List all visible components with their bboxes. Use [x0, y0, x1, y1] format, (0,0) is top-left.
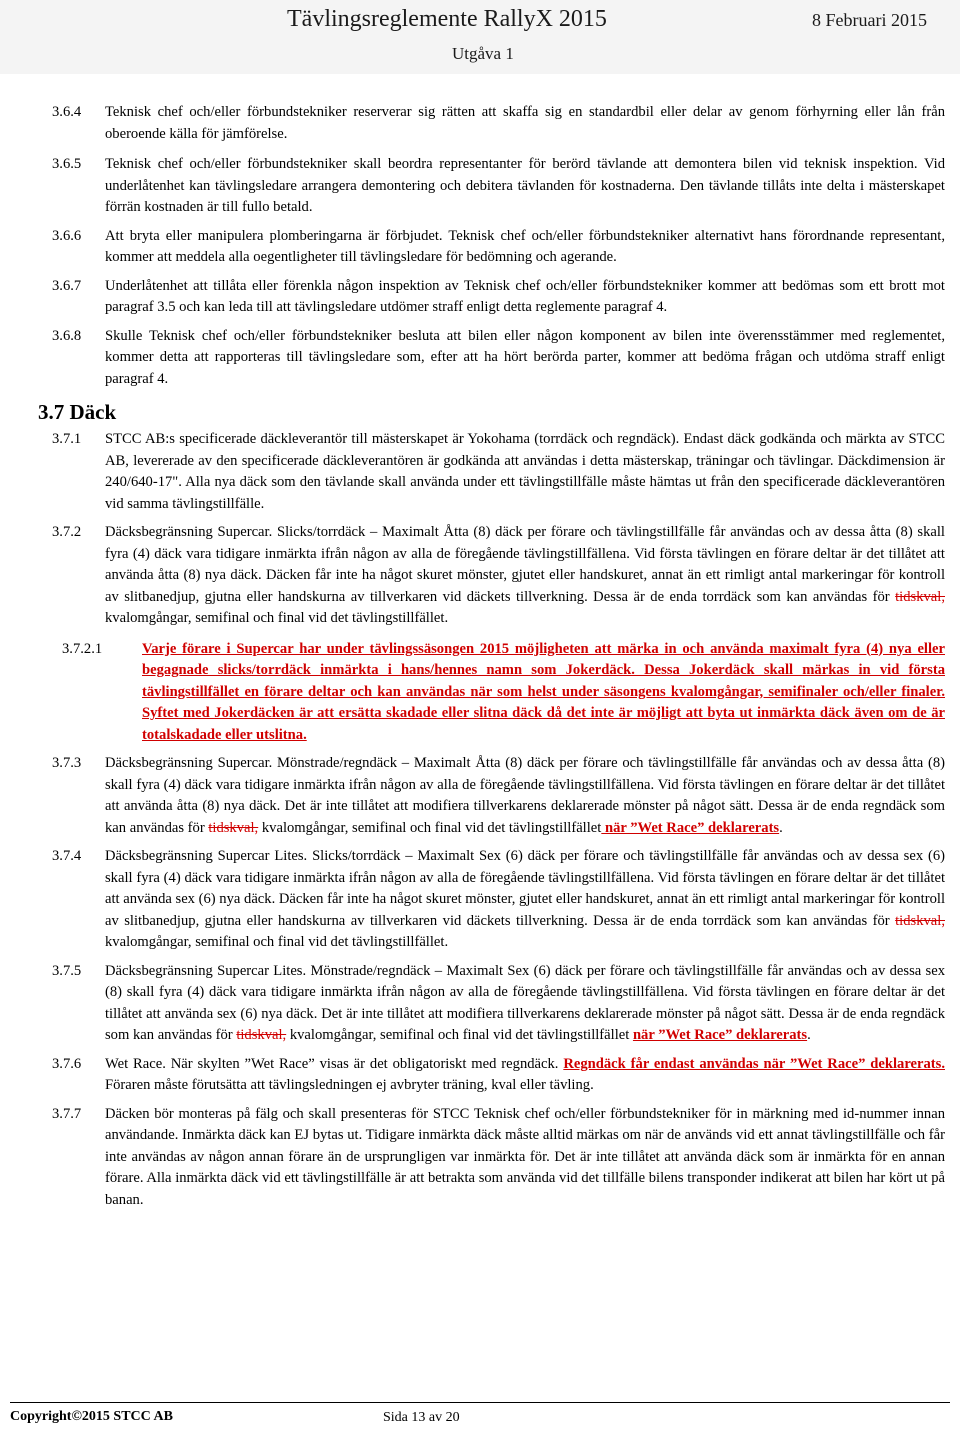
paragraph-3-6-5	[0, 154, 960, 219]
paragraph-text	[105, 961, 945, 1047]
revision-text: Regndäck får endast användas när ”Wet Race” deklarerats.	[563, 1055, 945, 1072]
text-run: Däcksbegränsning Supercar Lites. Mönstrade/regndäck – Maximalt Sex (6) däck per förare och tävlingstillfälle får användas och av dessa sex (8) skall fyra (4) däck vara tidigare inmärkta ifrån någon av alla de föregående tävlingstillfällena. Vid första tävlingen en förare deltar är det tillåtet att använda sex (6) nya däck. Det är inte tillåtet att modifiera tillverkarens deklarerade mönster på något sätt. Dessa är de enda regndäck som kan användas för	[105, 962, 945, 1043]
paragraph-text	[105, 522, 945, 630]
paragraph-number: 3.7.7	[52, 1105, 82, 1122]
revision-text: Varje förare i Supercar har under tävlingssäsongen 2015 möjligheten att märka in och använda maximalt fyra (4) nya eller begagnade slicks/torrdäck inmärkta i hans/hennes namn som Jokerdäck. Dessa Jokerdäck skall märkas in vid första tävlingstillfället en förare deltar och kan användas när som helst under säsongens kvalomgångar, semifinaler och/eller finaler. Syftet med Jokerdäcken är att ersätta skadade eller slitna däck då det inte är möjligt att byta ut inmärkta däck även om de är totalskadade eller utslitna.	[142, 640, 945, 743]
paragraph-3-7-2	[0, 522, 960, 630]
paragraph-text: Teknisk chef och/eller förbundstekniker reserverar sig rätten att skaffa sig en standardbil eller delar av genom förhyrning eller lån från oberoende källa för jämförelse.	[105, 104, 945, 142]
text-run: Däcksbegränsning Supercar. Mönstrade/regndäck – Maximalt Åtta (8) däck per förare och tävlingstillfälle får användas och av dessa åtta (8) skall fyra (4) däck vara tidigare inmärkta ifrån någon av alla de föregående tävlingstillfällena. Vid första tävlingen en förare deltar är det tillåtet att använda åtta (8) nya däck. Det är inte tillåtet att modifiera tillverkarens deklarerade mönster på något sätt. Dessa är de enda regndäck som kan användas för	[105, 755, 945, 836]
text-run: kvalomgångar, semifinal och final vid det tävlingstillfället.	[105, 934, 449, 950]
text-run: .	[779, 819, 783, 836]
paragraph-number: 3.7.3	[52, 755, 82, 771]
paragraph-3-7-6	[0, 1054, 960, 1097]
document-body	[0, 102, 960, 1211]
paragraph-number: 3.7.1	[52, 431, 82, 447]
text-run: Wet Race. När skylten ”Wet Race” visas är det obligatoriskt med regndäck.	[105, 1055, 564, 1072]
text-run: Däcksbegränsning Supercar. Slicks/torrdäck – Maximalt Åtta (8) däck per förare och tävlingstillfälle får användas och av dessa åtta (8) skall fyra (4) däck vara tidigare inmärkta ifrån någon av alla de föregående tävlingstillfällena. Vid första tävlingen en förare deltar är det tillåtet att använda åtta (8) nya däck. Däcken får inte ha något skuret mönster, gjutet eller handskuret, annat än ett rimligt antal markeringar för kontroll av slitbanedjup, gjutna eller handskurna av tillverkaren vid däckets tillverkning. Dessa är de enda torrdäck som kan användas för	[105, 524, 945, 605]
paragraph-number: 3.6.6	[52, 227, 82, 244]
paragraph-3-6-4	[0, 102, 960, 145]
paragraph-3-7-4	[0, 846, 960, 954]
paragraph-text: STCC AB:s specificerade däckleverantör till mästerskapet är Yokohama (torrdäck och regndäck). Endast däck godkända och märkta av STCC AB, levererade av den specificerade däckleverantören är godkända att användas i detta mästerskap, träningar och tävlingar. Däckdimension är 240/640-17". Alla nya däck som den tävlande skall använda under ett tävlingstillfälle måste hämtas ut från den specificerade däckleverantören vid samma tävlingstillfälle.	[105, 431, 945, 512]
page-header	[0, 0, 960, 74]
paragraph-number: 3.7.6	[52, 1055, 82, 1072]
paragraph-3-7-7	[0, 1104, 960, 1212]
footer-divider	[10, 1402, 950, 1403]
text-run: Däcksbegränsning Supercar Lites. Slicks/torrdäck – Maximalt Sex (6) däck per förare och tävlingstillfälle får användas och av dessa sex (6) skall fyra (4) däck vara tidigare inmärkta ifrån någon av alla de föregående tävlingstillfällena. Vid första tävlingen en förare deltar är det tillåtet att använda sex (6) nya däck. Däcken får inte ha något skuret mönster, gjutet eller handskuret, annat än ett rimligt antal markeringar för kontroll av slitbanedjup, gjutna eller handskurna av tillverkaren vid däckets tillverkning. Dessa är de enda torrdäck som kan användas för	[105, 848, 945, 929]
text-run: kvalomgångar, semifinal och final vid det tävlingstillfället	[258, 819, 602, 836]
struck-text: tidskval,	[895, 912, 945, 929]
text-run: kvalomgångar, semifinal och final vid det tävlingstillfället.	[105, 610, 449, 626]
text-run: Föraren måste förutsätta att tävlingsledningen ej avbryter träning, kval eller tävling.	[105, 1077, 594, 1093]
paragraph-number: 3.7.4	[52, 848, 82, 864]
paragraph-text: Teknisk chef och/eller förbundstekniker skall beordra representanter för berörd tävlande att demontera bilen vid teknisk inspektion. Vid underlåtenhet kan tävlingsledare arrangera demontering och debitera tävlanden för kostnaderna. Den tävlande tillåts inte delta i mästerskapet förrän kostnaden är till fullo betald.	[105, 156, 945, 215]
paragraph-text	[105, 753, 945, 839]
paragraph-number: 3.7.5	[52, 962, 82, 979]
paragraph-text	[105, 846, 945, 954]
paragraph-text	[105, 1054, 945, 1097]
paragraph-3-7-3	[0, 753, 960, 839]
struck-text: tidskval,	[208, 819, 259, 836]
paragraph-number: 3.7.2.1	[62, 640, 103, 657]
paragraph-text: Att bryta eller manipulera plomberingarna är förbjudet. Teknisk chef och/eller förbundstekniker alternativt hans förordnande representant, kommer att meddela alla oegentligheter till tävlingsledare för bedömning och agerande.	[105, 227, 945, 265]
section-heading: 3.7 Däck	[38, 400, 117, 424]
paragraph-3-6-6	[0, 226, 960, 269]
paragraph-number: 3.6.7	[52, 277, 82, 294]
document-edition: Utgåva 1	[452, 44, 514, 63]
paragraph-text: Däcken bör monteras på fälg och skall presenteras för STCC Teknisk chef och/eller förbundstekniker för in märkning med id-nummer innan användande. Inmärkta däck kan EJ bytas ut. Tidigare inmärkta däck måste alltid märkas om när de används vid ett annat tävlingstillfälle och får inte användas av någon annan förare än de ursprungligen var inmärkta för. Det är inte tillåtet att använda däck som är inmärkta för en annan förare. Alla inmärkta däck vid ett tävlingstillfälle är att betrakta som använda vid det tillfälle bilens transponder indikerat att bilen har kört ut på banan.	[105, 1105, 945, 1208]
struck-text: tidskval,	[895, 588, 945, 605]
page-number: Sida 13 av 20	[383, 1410, 460, 1425]
paragraph-3-7-5	[0, 961, 960, 1047]
document-title: Tävlingsreglemente RallyX 2015	[287, 6, 607, 32]
revision-text: när ”Wet Race” deklarerats	[601, 819, 780, 836]
text-run: kvalomgångar, semifinal och final vid det tävlingstillfället	[286, 1027, 633, 1043]
document-date: 8 Februari 2015	[812, 10, 927, 30]
paragraph-number: 3.7.2	[52, 524, 82, 540]
paragraph-number: 3.6.5	[52, 156, 82, 172]
footer-copyright: Copyright©2015 STCC AB	[10, 1409, 173, 1424]
revision-text: när ”Wet Race” deklarerats	[632, 1027, 808, 1043]
paragraph-3-6-7	[0, 276, 960, 319]
paragraph-3-6-8	[0, 326, 960, 391]
paragraph-3-7-2-1	[0, 639, 960, 747]
paragraph-text: Skulle Teknisk chef och/eller förbundstekniker besluta att bilen eller någon komponent av bilen inte överensstämmer med reglementet, kommer detta att rapporteras till tävlingsledare som, efter att ha hört berörda parter, kommer att bedöma frågan och utdöma straff enligt paragraf 4.	[105, 327, 945, 387]
text-run: .	[807, 1027, 811, 1043]
paragraph-number: 3.6.4	[52, 104, 82, 120]
paragraph-3-7-1	[0, 429, 960, 515]
struck-text: tidskval,	[236, 1027, 287, 1043]
paragraph-number: 3.6.8	[52, 327, 82, 344]
paragraph-text: Underlåtenhet att tillåta eller förenkla någon inspektion av Teknisk chef och/eller förbundstekniker kommer att bedömas som ett brott mot paragraf 3.5 och kan leda till att tävlingsledare utdömer straff enligt detta reglemente paragraf 4.	[105, 277, 945, 315]
